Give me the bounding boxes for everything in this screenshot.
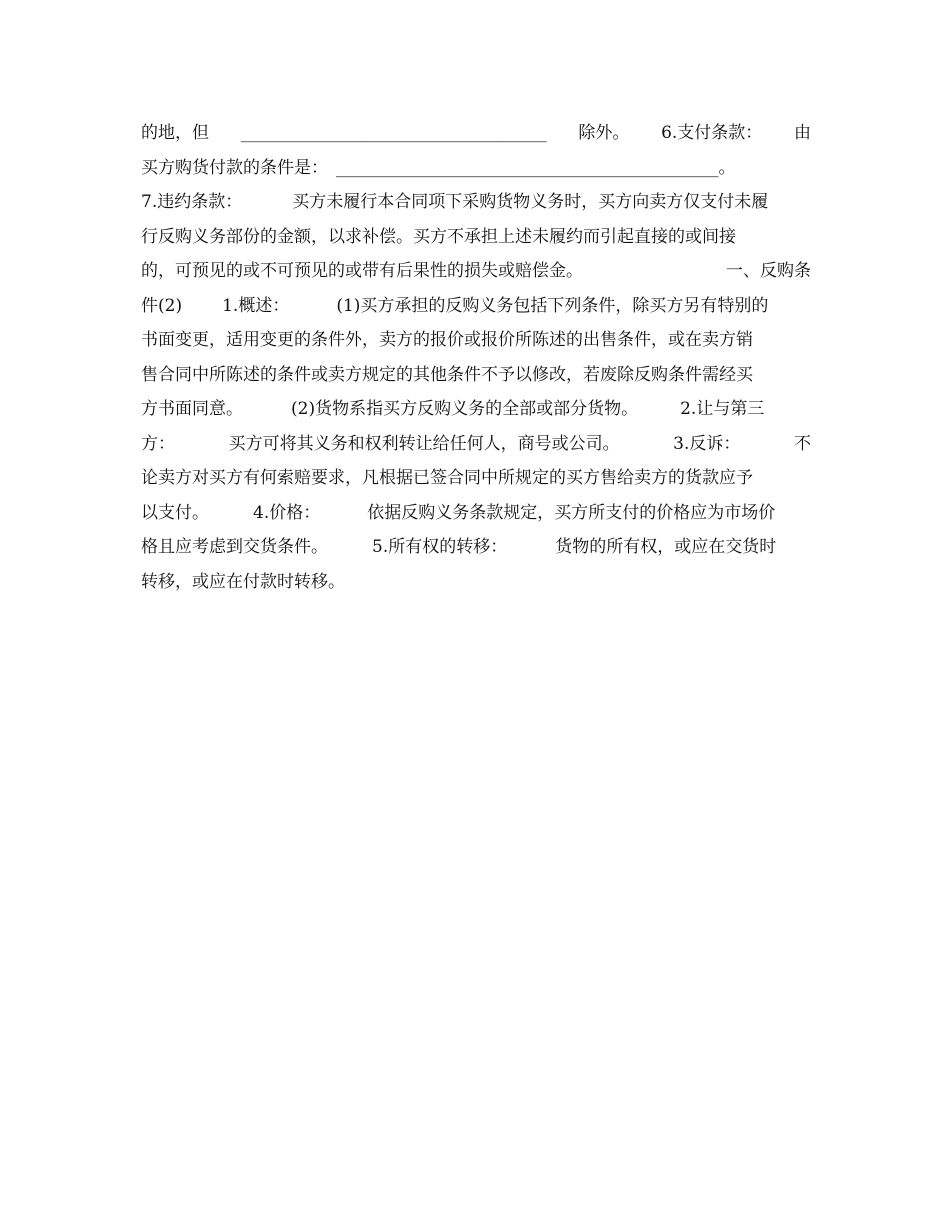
text-segment: 货物的所有权，或应在交货时 <box>555 537 777 557</box>
text-segment: 方书面同意。 <box>141 399 243 419</box>
section-heading: 一、反购条 <box>726 261 811 281</box>
clause-heading: 6.支付条款： <box>661 123 763 143</box>
text-segment: 买方购货付款的条件是： <box>141 157 328 178</box>
text-line <box>141 254 811 289</box>
text-segment: 依据反购义务条款规定，买方所支付的价格应为市场价 <box>367 502 776 523</box>
text-segment: 方： <box>141 433 175 454</box>
clause-heading: 2.让与第三 <box>680 399 765 419</box>
section-heading: 件(2) <box>141 295 183 316</box>
text-segment: 买方可将其义务和权利转让给任何人，商号或公司。 <box>228 433 620 454</box>
text-segment: 转移，或应在付款时转移。 <box>141 571 345 592</box>
text-segment: (2)货物系指买方反购义务的全部或部分货物。 <box>291 399 639 419</box>
text-segment: 以支付。 <box>141 502 209 523</box>
clause-heading: 5.所有权的转移： <box>372 537 508 557</box>
text-segment: 除外。 <box>578 123 630 143</box>
text-line <box>141 392 811 427</box>
text-line <box>141 530 811 565</box>
text-line <box>141 116 811 151</box>
text-segment: 。 <box>718 157 736 178</box>
text-segment: 论卖方对买方有何索赔要求，凡根据已签合同中所规定的买方售给卖方的货款应予 <box>141 468 753 488</box>
text-segment: 由 <box>793 123 811 143</box>
blank-underline: _____________________________________________ <box>336 157 719 178</box>
text-segment: (1)买方承担的反购义务包括下列条件，除买方另有特别的 <box>336 295 769 316</box>
text-segment: 书面变更，适用变更的条件外，卖方的报价或报价所陈述的出售条件，或在卖方销 <box>141 330 753 350</box>
clause-heading: 3.反诉： <box>673 433 741 454</box>
clause-heading: 1.概述： <box>222 295 290 316</box>
text-line <box>141 358 811 393</box>
text-segment: 行反购义务部份的金额，以求补偿。买方不承担上述未履约而引起直接的或间接 <box>141 226 736 247</box>
text-line <box>141 151 811 186</box>
clause-heading: 4.价格： <box>253 502 321 523</box>
text-line <box>141 461 811 496</box>
text-line <box>141 220 811 255</box>
text-segment: 的，可预见的或不可预见的或带有后果性的损失或赔偿金。 <box>141 261 583 281</box>
text-segment: 买方未履行本合同项下采购货物义务时，买方向卖方仅支付未履 <box>292 192 769 212</box>
text-segment: 的地，但 <box>141 123 209 143</box>
text-line <box>141 289 811 324</box>
text-segment: 不 <box>793 433 811 454</box>
blank-underline: ____________________________________ <box>240 123 547 143</box>
text-segment: 格且应考虑到交货条件。 <box>141 537 328 557</box>
text-segment: 售合同中所陈述的条件或卖方规定的其他条件不予以修改，若废除反购条件需经买 <box>141 364 753 385</box>
clause-heading: 7.违约条款： <box>141 192 243 212</box>
text-line <box>141 565 811 600</box>
text-line <box>141 427 811 462</box>
contract-text <box>141 116 811 599</box>
text-line <box>141 323 811 358</box>
text-line <box>141 185 811 220</box>
text-line <box>141 496 811 531</box>
